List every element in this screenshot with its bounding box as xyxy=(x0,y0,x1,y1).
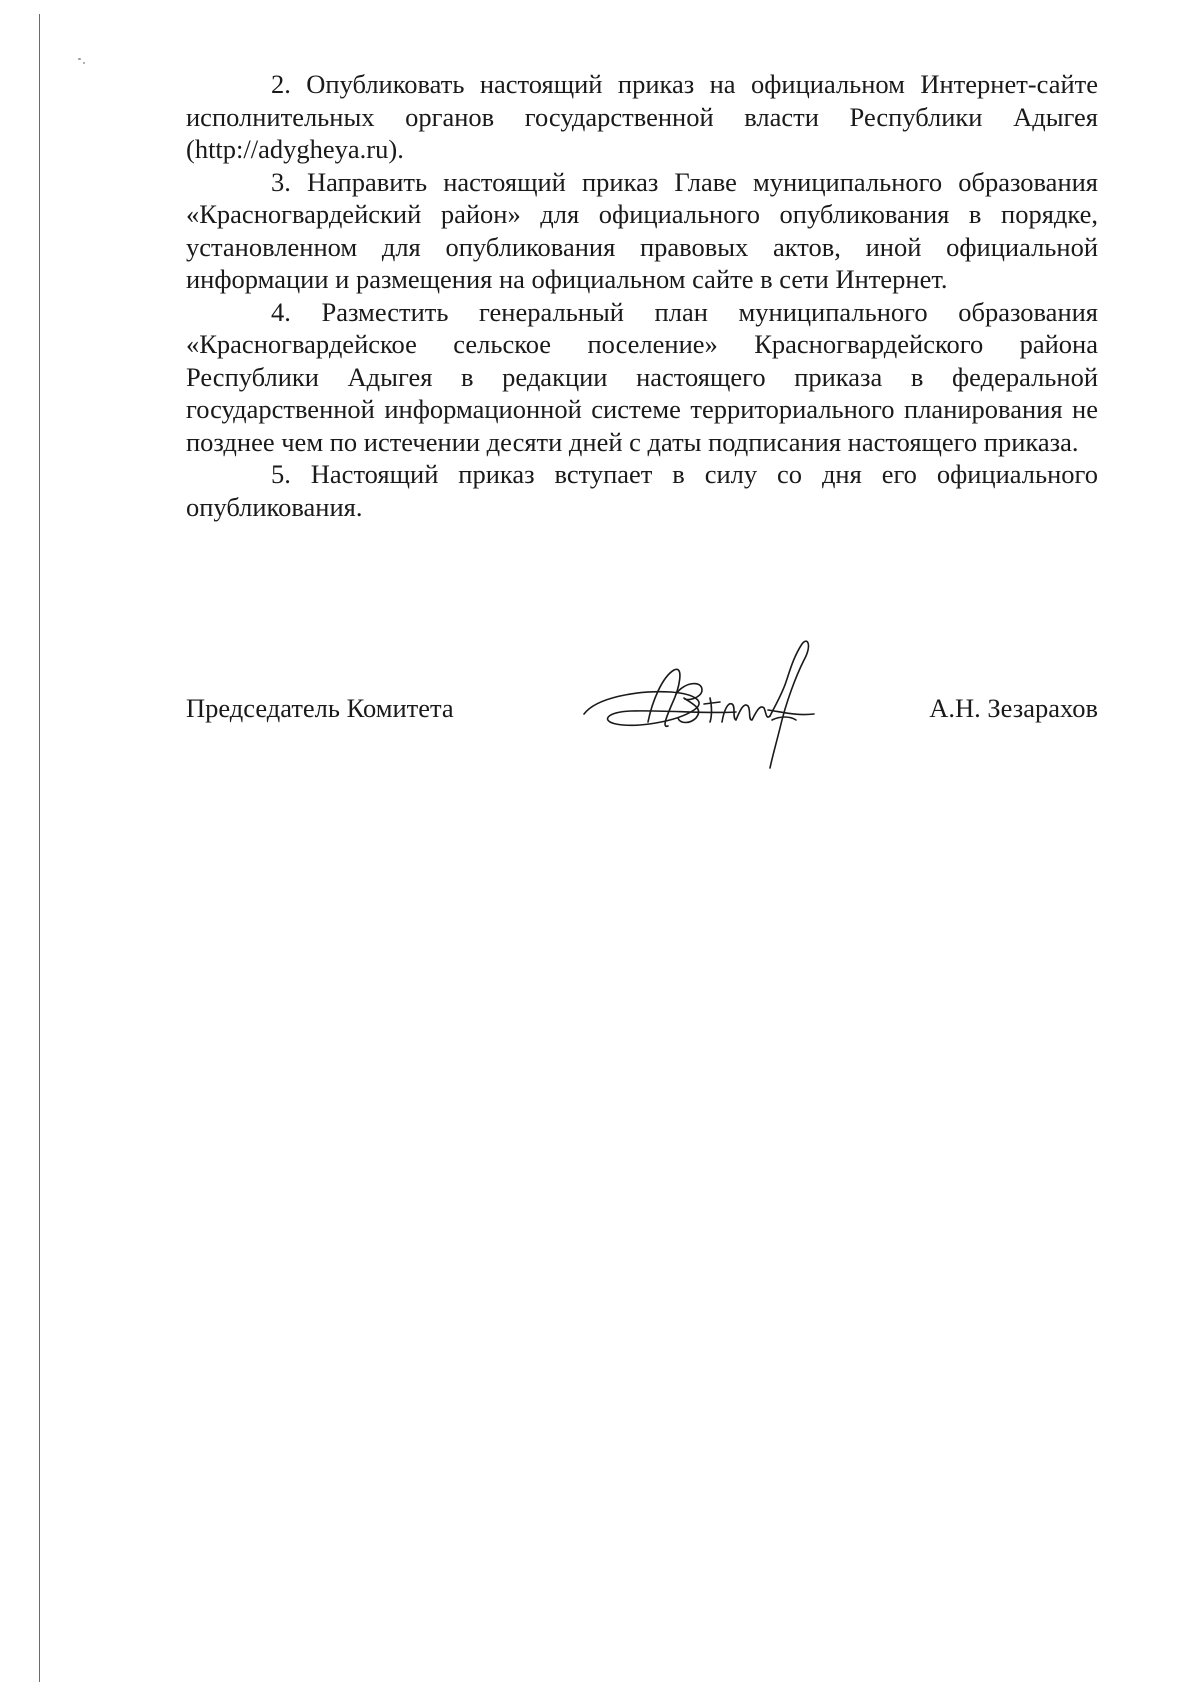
paragraph-item-5: 5. Настоящий приказ вступает в силу со дня его официального опубликования. xyxy=(186,459,1098,522)
paragraph-item-2: 2. Опубликовать настоящий приказ на официальном Интернет-сайте исполнительных органов государственной власти Республики Адыгея (http://adygheya.ru). xyxy=(186,69,1098,164)
paragraph-item-3: 3. Направить настоящий приказ Главе муниципального образования «Красногвардейский район» для официального опубликования в порядке, установленном для опубликования правовых актов, иной официальной информации и размещения на официальном сайте в сети Интернет. xyxy=(186,166,1098,294)
document-body xyxy=(186,68,1098,523)
scan-speck xyxy=(78,58,81,60)
scan-page-edge xyxy=(39,14,40,1682)
handwritten-signature xyxy=(576,632,836,772)
signature-block xyxy=(186,622,1098,762)
paragraph-item-4: 4. Разместить генеральный план муниципального образования «Красногвардейское сельское поселение» Красногвардейского района Республики Адыгея в редакции настоящего приказа в федеральной государственной информационной системе территориального планирования не позднее чем по истечении десяти дней с даты подписания настоящего приказа. xyxy=(186,296,1098,457)
signatory-name: А.Н. Зезарахов xyxy=(929,693,1098,723)
signatory-position: Председатель Комитета xyxy=(186,693,454,723)
scan-speck xyxy=(83,62,85,64)
